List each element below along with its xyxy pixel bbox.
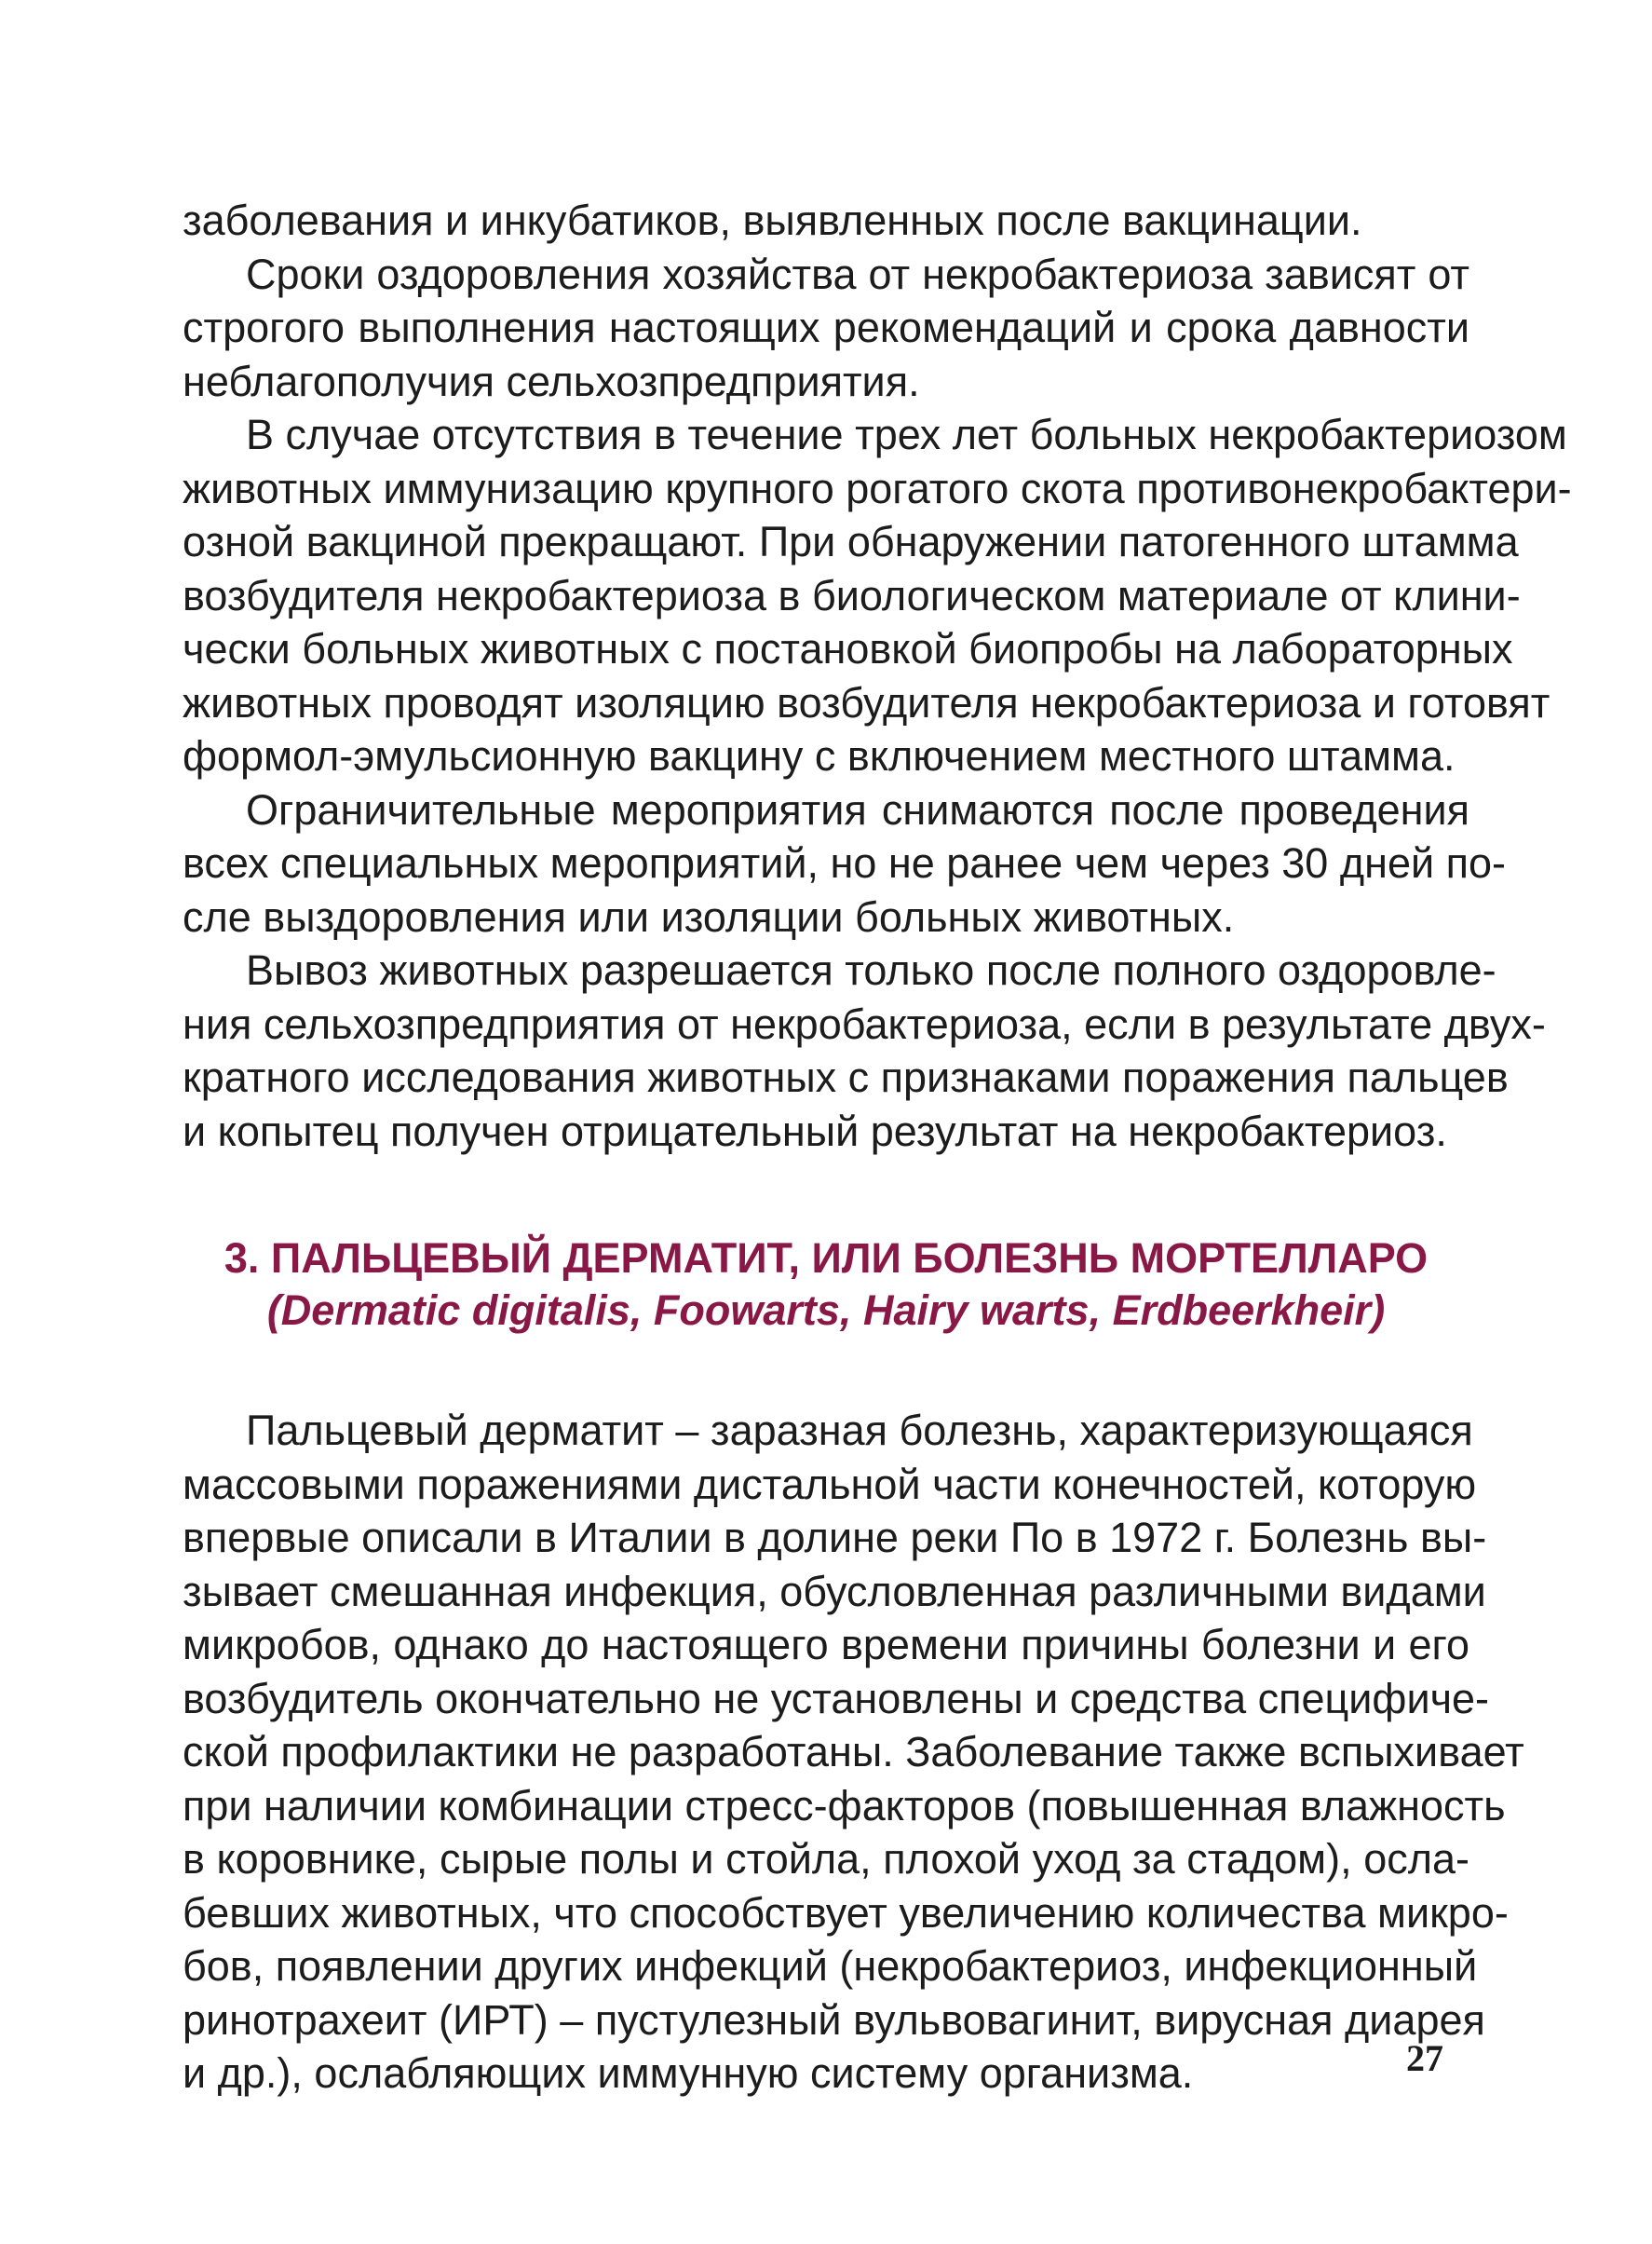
text-line: возбудитель окончательно не установлены и средства специфиче- (183, 1674, 1490, 1722)
text-line: сле выздоровления или изоляции больных животных. (183, 892, 1235, 941)
paragraph (183, 783, 1506, 945)
text-line: бов, появлении других инфекций (некробактериоз, инфекционный (183, 1942, 1478, 1990)
body-text-bottom (183, 1404, 1524, 2101)
paragraph (183, 194, 1469, 248)
text-line: Ограничительные мероприятия снимаются после проведения (246, 785, 1469, 834)
text-line: заболевания и инкубатиков, выявленных после вакцинации. (183, 197, 1362, 244)
text-line: и др.), ослабляющих иммунную систему организма. (183, 2049, 1194, 2097)
text-line: и копытец получен отрицательный результат на некробактериоз. (183, 1107, 1447, 1155)
text-line: в коровнике, сырые полы и стойла, плохой уход за стадом), осла- (183, 1835, 1469, 1883)
text-line: Пальцевый дерматит – заразная болезнь, характеризующаяся (246, 1407, 1473, 1454)
paragraph (183, 944, 1546, 1158)
text-line: ния сельхозпредприятия от некробактериоза, если в результате двух- (183, 1000, 1546, 1048)
section-heading (183, 1232, 1469, 1337)
text-line: кратного исследования животных с признаками поражения пальцев (183, 1054, 1509, 1101)
text-line: Сроки оздоровления хозяйства от некробактериоза зависят от (246, 250, 1469, 298)
text-line: при наличии комбинации стресс-факторов (повышенная влажность (183, 1781, 1506, 1829)
text-line: животных иммунизацию крупного рогатого скота противонекробактери- (183, 464, 1572, 512)
body-text-top (183, 194, 1572, 1158)
text-line: формол-эмульсионную вакцину с включением местного штамма. (183, 732, 1456, 780)
text-line: зывает смешанная инфекция, обусловленная различными видами (183, 1567, 1486, 1615)
text-line: массовыми поражениями дистальной части конечностей, которую (183, 1460, 1477, 1508)
paragraph (183, 248, 1469, 409)
text-line: животных проводят изоляцию возбудителя некробактериоза и готовят (183, 678, 1550, 727)
text-line: ской профилактики не разработаны. Заболевание также вспыхивает (183, 1728, 1524, 1775)
text-line: озной вакциной прекращают. При обнаружении патогенного штамма (183, 518, 1519, 565)
section-title: 3. ПАЛЬЦЕВЫЙ ДЕРМАТИТ, ИЛИ БОЛЕЗНЬ МОРТЕЛЛАРО (223, 1234, 1429, 1282)
text-line: чески больных животных с постановкой биопробы на лабораторных (183, 625, 1513, 673)
page-number: 27 (1406, 2037, 1443, 2079)
text-line: возбудителя некробактериоза в биологическом материале от клини- (183, 571, 1521, 619)
text-line: всех специальных мероприятий, но не ранее чем через 30 дней по- (183, 839, 1506, 887)
text-line: бевших животных, что способствует увеличению количества микро- (183, 1888, 1509, 1937)
text-line: впервые описали в Италии в долине реки По в 1972 г. Болезнь вы- (183, 1514, 1487, 1561)
paragraph (183, 1404, 1524, 2101)
section-subtitle: (Dermatic digitalis, Foowarts, Hairy warts, Erdbeerkheir) (266, 1286, 1386, 1334)
text-line: неблагополучия сельхозпредприятия. (183, 357, 920, 405)
paragraph (183, 408, 1572, 783)
page-content (183, 194, 1572, 2101)
text-line: микробов, однако до настоящего времени причины болезни и его (183, 1621, 1469, 1668)
text-line: строгого выполнения настоящих рекомендаций и срока давности (183, 304, 1469, 351)
text-line: Вывоз животных разрешается только после полного оздоровле- (246, 946, 1496, 994)
text-line: В случае отсутствия в течение трех лет больных некробактериозом (246, 411, 1567, 458)
text-line: ринотрахеит (ИРТ) – пустулезный вульвовагинит, вирусная диарея (183, 1995, 1485, 2044)
